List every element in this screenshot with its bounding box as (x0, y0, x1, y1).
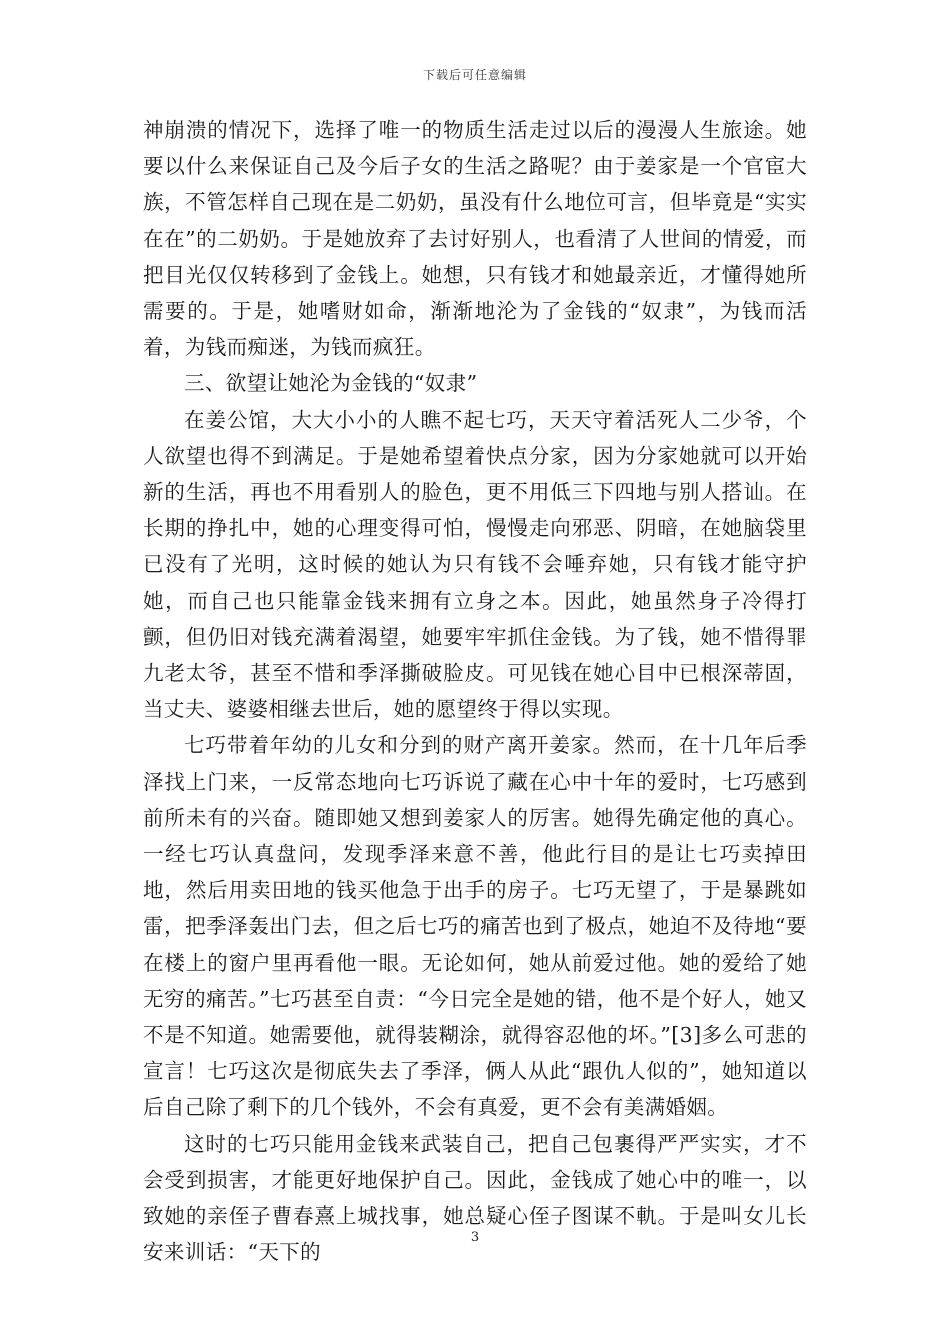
body-paragraph: 在姜公馆，大大小小的人瞧不起七巧，天天守着活死人二少爷，个人欲望也得不到满足。于是她希望着快点分家，因为分家她就可以开始新的生活，再也不用看别人的脸色，更不用低三下四地与别人搭讪。在长期的挣扎中，她的心理变得可怕，慢慢走向邪恶、阴暗，在她脑袋里已没有了光明，这时候的她认为只有钱不会唾弃她，只有钱才能守护她，而自己也只能靠金钱来拥有立身之本。因此，她虽然身子冷得打颤，但仍旧对钱充满着渴望，她要牢牢抓住金钱。为了钱，她不惜得罪九老太爷，甚至不惜和季泽撕破脸皮。可见钱在她心目中已根深蒂固，当丈夫、婆婆相继去世后，她的愿望终于得以实现。 (143, 407, 807, 722)
body-paragraph: 七巧带着年幼的儿女和分到的财产离开姜家。然而，在十几年后季泽找上门来，一反常态地向七巧诉说了藏在心中十年的爱时，七巧感到前所未有的兴奋。随即她又想到姜家人的厉害。她得先确定他的真心。一经七巧认真盘问，发现季泽来意不善，他此行目的是让七巧卖掉田地，然后用卖田地的钱买他急于出手的房子。七巧无望了，于是暴跳如雷，把季泽轰出门去，但之后七巧的痛苦也到了极点，她迫不及待地“要在楼上的窗户里再看他一眼。无论如何，她从前爱过他。她的爱给了她无穷的痛苦。”七巧甚至自责：“今日完全是她的错，他不是个好人，她又不是不知道。她需要他，就得装糊涂，就得容忍他的坏。”[3]多么可悲的宣言！七巧这次是彻底失去了季泽，俩人从此“跟仇人似的”，她知道以后自己除了剩下的几个钱外，不会有真爱，更不会有美满婚姻。 (143, 733, 807, 1120)
page-number: 3 (470, 1230, 480, 1245)
document-body (143, 112, 807, 1271)
body-paragraph: 神崩溃的情况下，选择了唯一的物质生活走过以后的漫漫人生旅途。她要以什么来保证自己及今后子女的生活之路呢？由于姜家是一个官宦大族，不管怎样自己现在是二奶奶，虽没有什么地位可言，但毕竟是“实实在在”的二奶奶。于是她放弃了去讨好别人，也看清了人世间的情爱，而把目光仅仅转移到了金钱上。她想，只有钱才和她最亲近，才懂得她所需要的。于是，她嗜财如命，渐渐地沦为了金钱的“奴隶”，为钱而活着，为钱而痴迷，为钱而疯狂。 (143, 118, 807, 360)
header-note: 下载后可任意编辑 (422, 68, 527, 82)
body-paragraph: 这时的七巧只能用金钱来武装自己，把自己包裹得严严实实，才不会受到损害，才能更好地保护自己。因此，金钱成了她心中的唯一，以致她的亲侄子曹春熹上城找事，她总疑心侄子图谋不軌。于是叫女儿长安来训话：“天下的 (143, 1131, 807, 1265)
section-heading: 三、欲望让她沦为金钱的“奴隶” (184, 371, 478, 396)
